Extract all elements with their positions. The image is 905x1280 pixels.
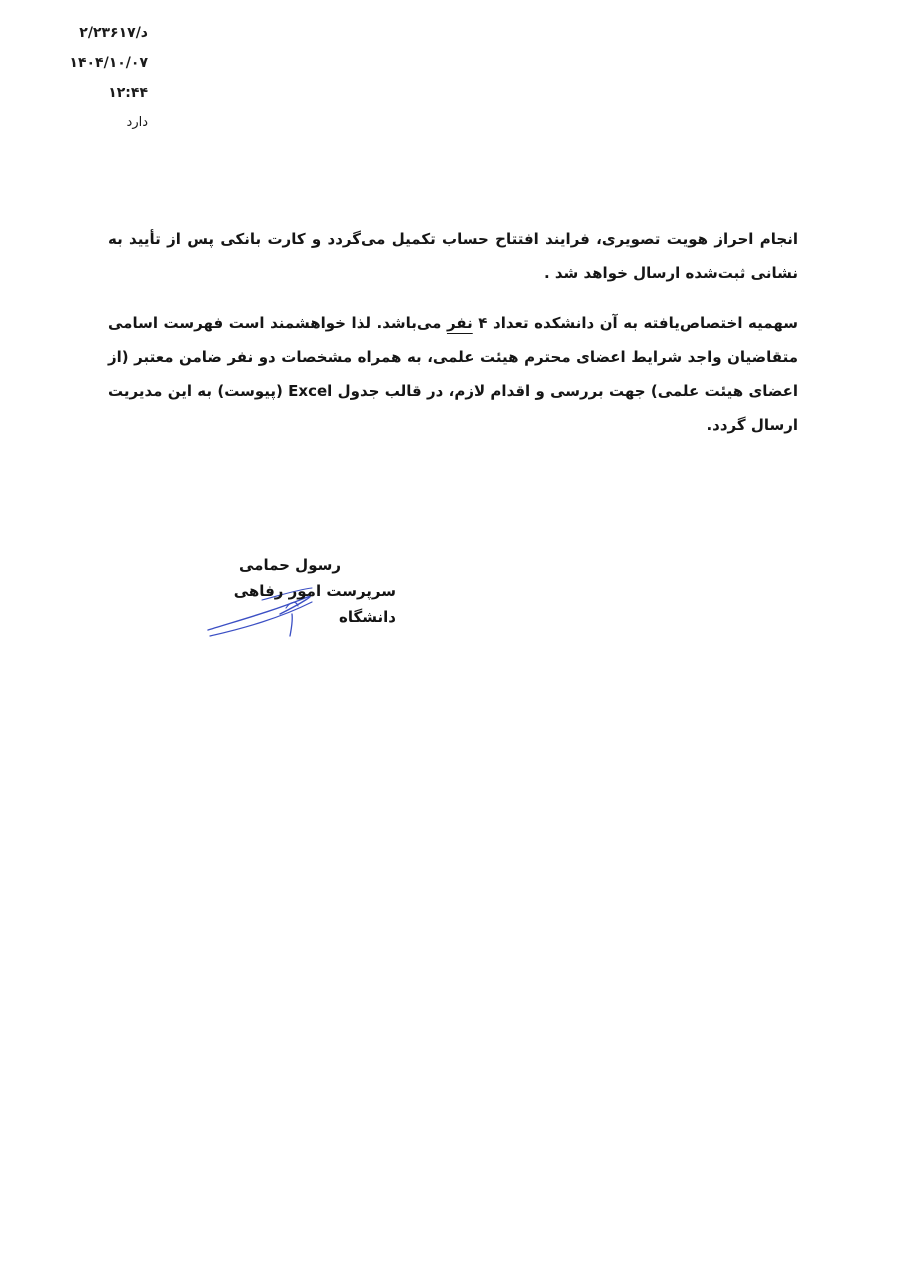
paragraph-2-part-1: سهمیه اختصاص‌یافته به آن دانشکده [528,314,798,332]
signature-block [190,552,400,630]
letter-date: ۱۴۰۴/۱۰/۰۷ [69,55,148,71]
quota-prefix: تعداد ۴ [472,314,529,332]
body-paragraph-2 [108,306,798,442]
paragraph-2-part-3: (پیوست) به این مدیریت ارسال گردد. [108,382,798,434]
attachment-status: دارد [126,115,148,130]
excel-word: Excel [288,382,333,400]
letter-time: ۱۲:۴۴ [108,85,148,101]
paragraph-2-part-2: می‌باشد. لذا خواهشمند است فهرست اسامی متقاضیان واجد شرایط اعضای محترم هیئت علمی، به همراه مشخصات دو نفر ضامن معتبر (از اعضای هیئت علمی) جهت بررسی و اقدام لازم، در قالب جدول [108,314,798,400]
signer-title: سرپرست امور رفاهی دانشگاه [233,582,396,626]
signer-name: رسول حمامی [239,556,341,574]
body-paragraph-1: انجام احراز هویت تصویری، فرایند افتتاح حساب تکمیل می‌گردد و کارت بانکی پس از تأیید به نشانی ثبت‌شده ارسال خواهد شد . [108,230,798,282]
letter-metadata [69,18,148,138]
quota-underlined: نفر [446,314,473,332]
letter-number: د/۲/۲۳۶۱۷ [79,25,148,41]
